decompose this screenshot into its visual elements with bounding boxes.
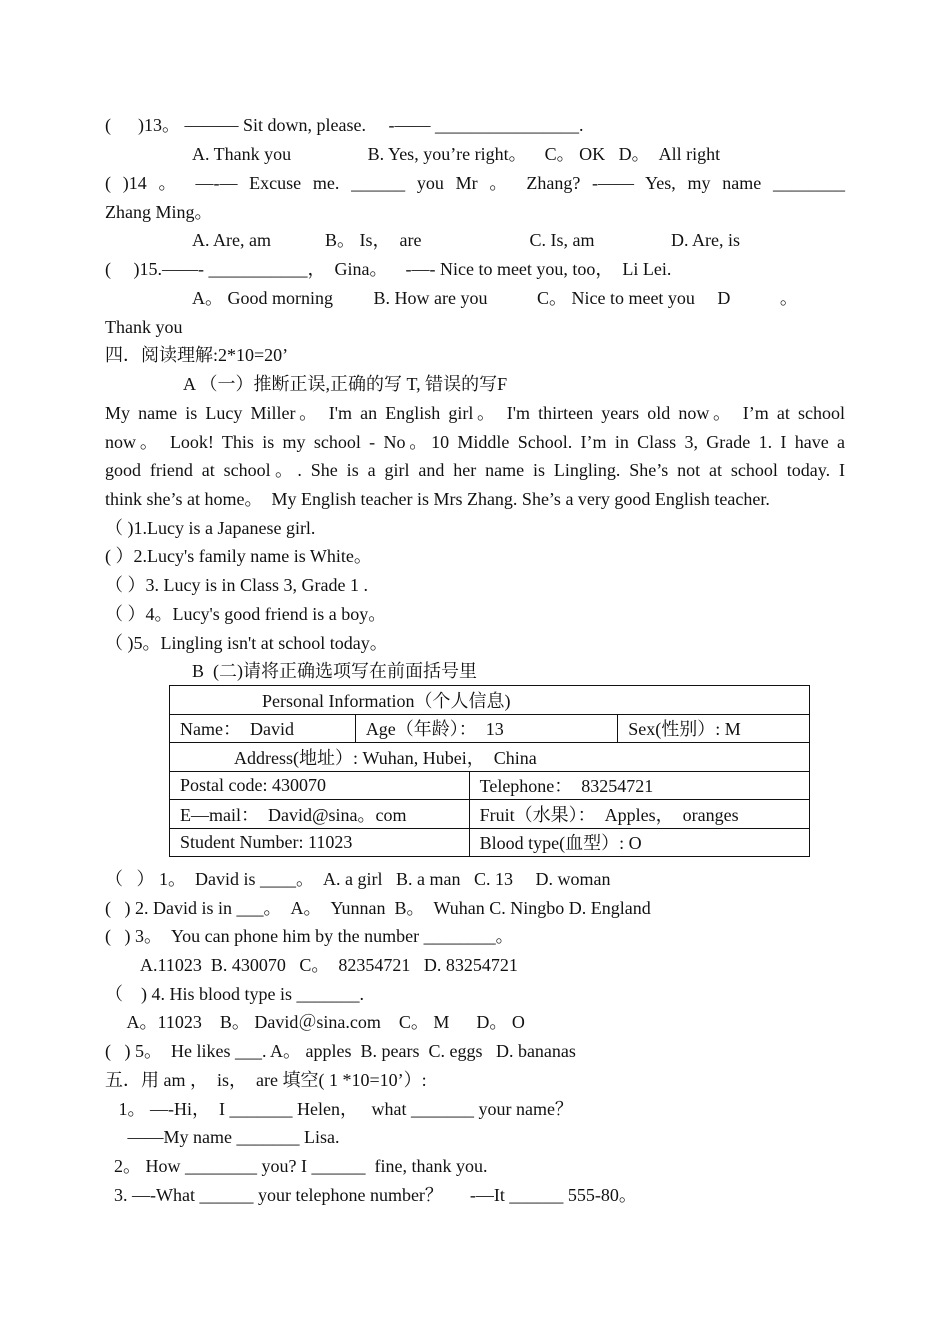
- question-15: ( )15.——- ___________， Gina。 -—- Nice to meet you, too， Li Lei.: [105, 259, 672, 279]
- part-b-heading: B (二)请将正确选项写在前面括号里: [192, 661, 477, 681]
- tf-question: （ )1.Lucy is a Japanese girl.: [105, 518, 316, 538]
- question-15-options: A。 Good morning B. How are you C。 Nice to meet you D 。: [192, 288, 798, 308]
- question-14: ( )14 。 —-— Excuse me. ______ you Mr 。 Zhang? -—— Yes, my name ________: [105, 173, 845, 193]
- part-b-options: A.11023 B. 430070 C。 82354721 D. 83254721: [105, 955, 518, 975]
- passage-line: My name is Lucy Miller。 I'm an English girl。 I'm thirteen years old now。 I’m at school: [105, 403, 845, 423]
- question-13-options: A. Thank you B. Yes, you’re right。 C。 OK D。 All right: [192, 144, 721, 164]
- section-5-heading: 五．用 am ， is， are 填空( 1 *10=10’）:: [105, 1070, 427, 1090]
- telephone-cell: Telephone： 83254721: [469, 771, 809, 800]
- part-b-question: ( ) 5。 He likes ___. A。 apples B. pears C. eggs D. bananas: [105, 1041, 576, 1061]
- passage-line: now。 Look! This is my school - No。10 Middle School. I’m in Class 3, Grade 1. I have a: [105, 432, 845, 452]
- student-number-cell: Student Number: 11023: [170, 828, 470, 857]
- address-cell: Address(地址）: Wuhan, Hubei， China: [170, 743, 810, 772]
- question-13: ( )13。 ——— Sit down, please. -—— ________________.: [105, 115, 584, 135]
- fill-blank-item: 3. —-What ______ your telephone number？ -—It ______ 555-80。: [105, 1185, 637, 1205]
- name-cell: Name： David: [170, 714, 356, 743]
- part-b-question: （ ) 4. His blood type is _______.: [105, 984, 364, 1004]
- part-b-question: ( ) 2. David is in ___。 A。 Yunnan B。 Wuhan C. Ningbo D. England: [105, 898, 651, 918]
- question-14-options: A. Are, am B。 Is， are C. Is, am D. Are, is: [192, 230, 740, 250]
- personal-info-table: [169, 685, 810, 857]
- tf-question: ( ）2.Lucy's family name is White。: [105, 546, 372, 566]
- tf-question: （ )5。Lingling isn't at school today。: [105, 633, 388, 653]
- passage-line: good friend at school。. She is a girl and her name is Lingling. She’s not at school today. I: [105, 460, 845, 480]
- fruit-cell: Fruit（水果）： Apples， oranges: [469, 800, 809, 829]
- fill-blank-item: ——My name _______ Lisa.: [105, 1127, 340, 1147]
- blood-type-cell: Blood type(血型）: O: [469, 828, 809, 857]
- part-b-options: A。11023 B。 David＠sina.com C。 M D。 O: [105, 1012, 525, 1032]
- section-4-heading: 四．阅读理解:2*10=20’: [105, 345, 289, 365]
- question-15-continued: Thank you: [105, 317, 183, 337]
- fill-blank-item: 2。 How ________ you? I ______ fine, thank you.: [105, 1156, 488, 1176]
- part-a-heading: A （一）推断正误,正确的写 T, 错误的写F: [183, 374, 508, 394]
- fill-blank-item: 1。 —-Hi， I _______ Helen， what _______ your name？: [105, 1099, 573, 1119]
- tf-question: （ ）4。Lucy's good friend is a boy。: [105, 604, 387, 624]
- age-cell: Age（年龄）： 13: [355, 714, 617, 743]
- email-cell: E—mail： David@sina。com: [170, 800, 470, 829]
- table-title: Personal Information（个人信息): [170, 686, 810, 715]
- tf-question: （ ）3. Lucy is in Class 3, Grade 1 .: [105, 575, 368, 595]
- sex-cell: Sex(性别）: M: [618, 714, 810, 743]
- part-b-question: （ ） 1。 David is ____。 A. a girl B. a man C. 13 D. woman: [105, 869, 611, 889]
- part-b-question: ( ) 3。 You can phone him by the number ________。: [105, 926, 514, 946]
- postal-code-cell: Postal code: 430070: [170, 771, 470, 800]
- question-14-continued: Zhang Ming。: [105, 202, 213, 222]
- passage-line: think she’s at home。 My English teacher is Mrs Zhang. She’s a very good English teacher.: [105, 489, 770, 509]
